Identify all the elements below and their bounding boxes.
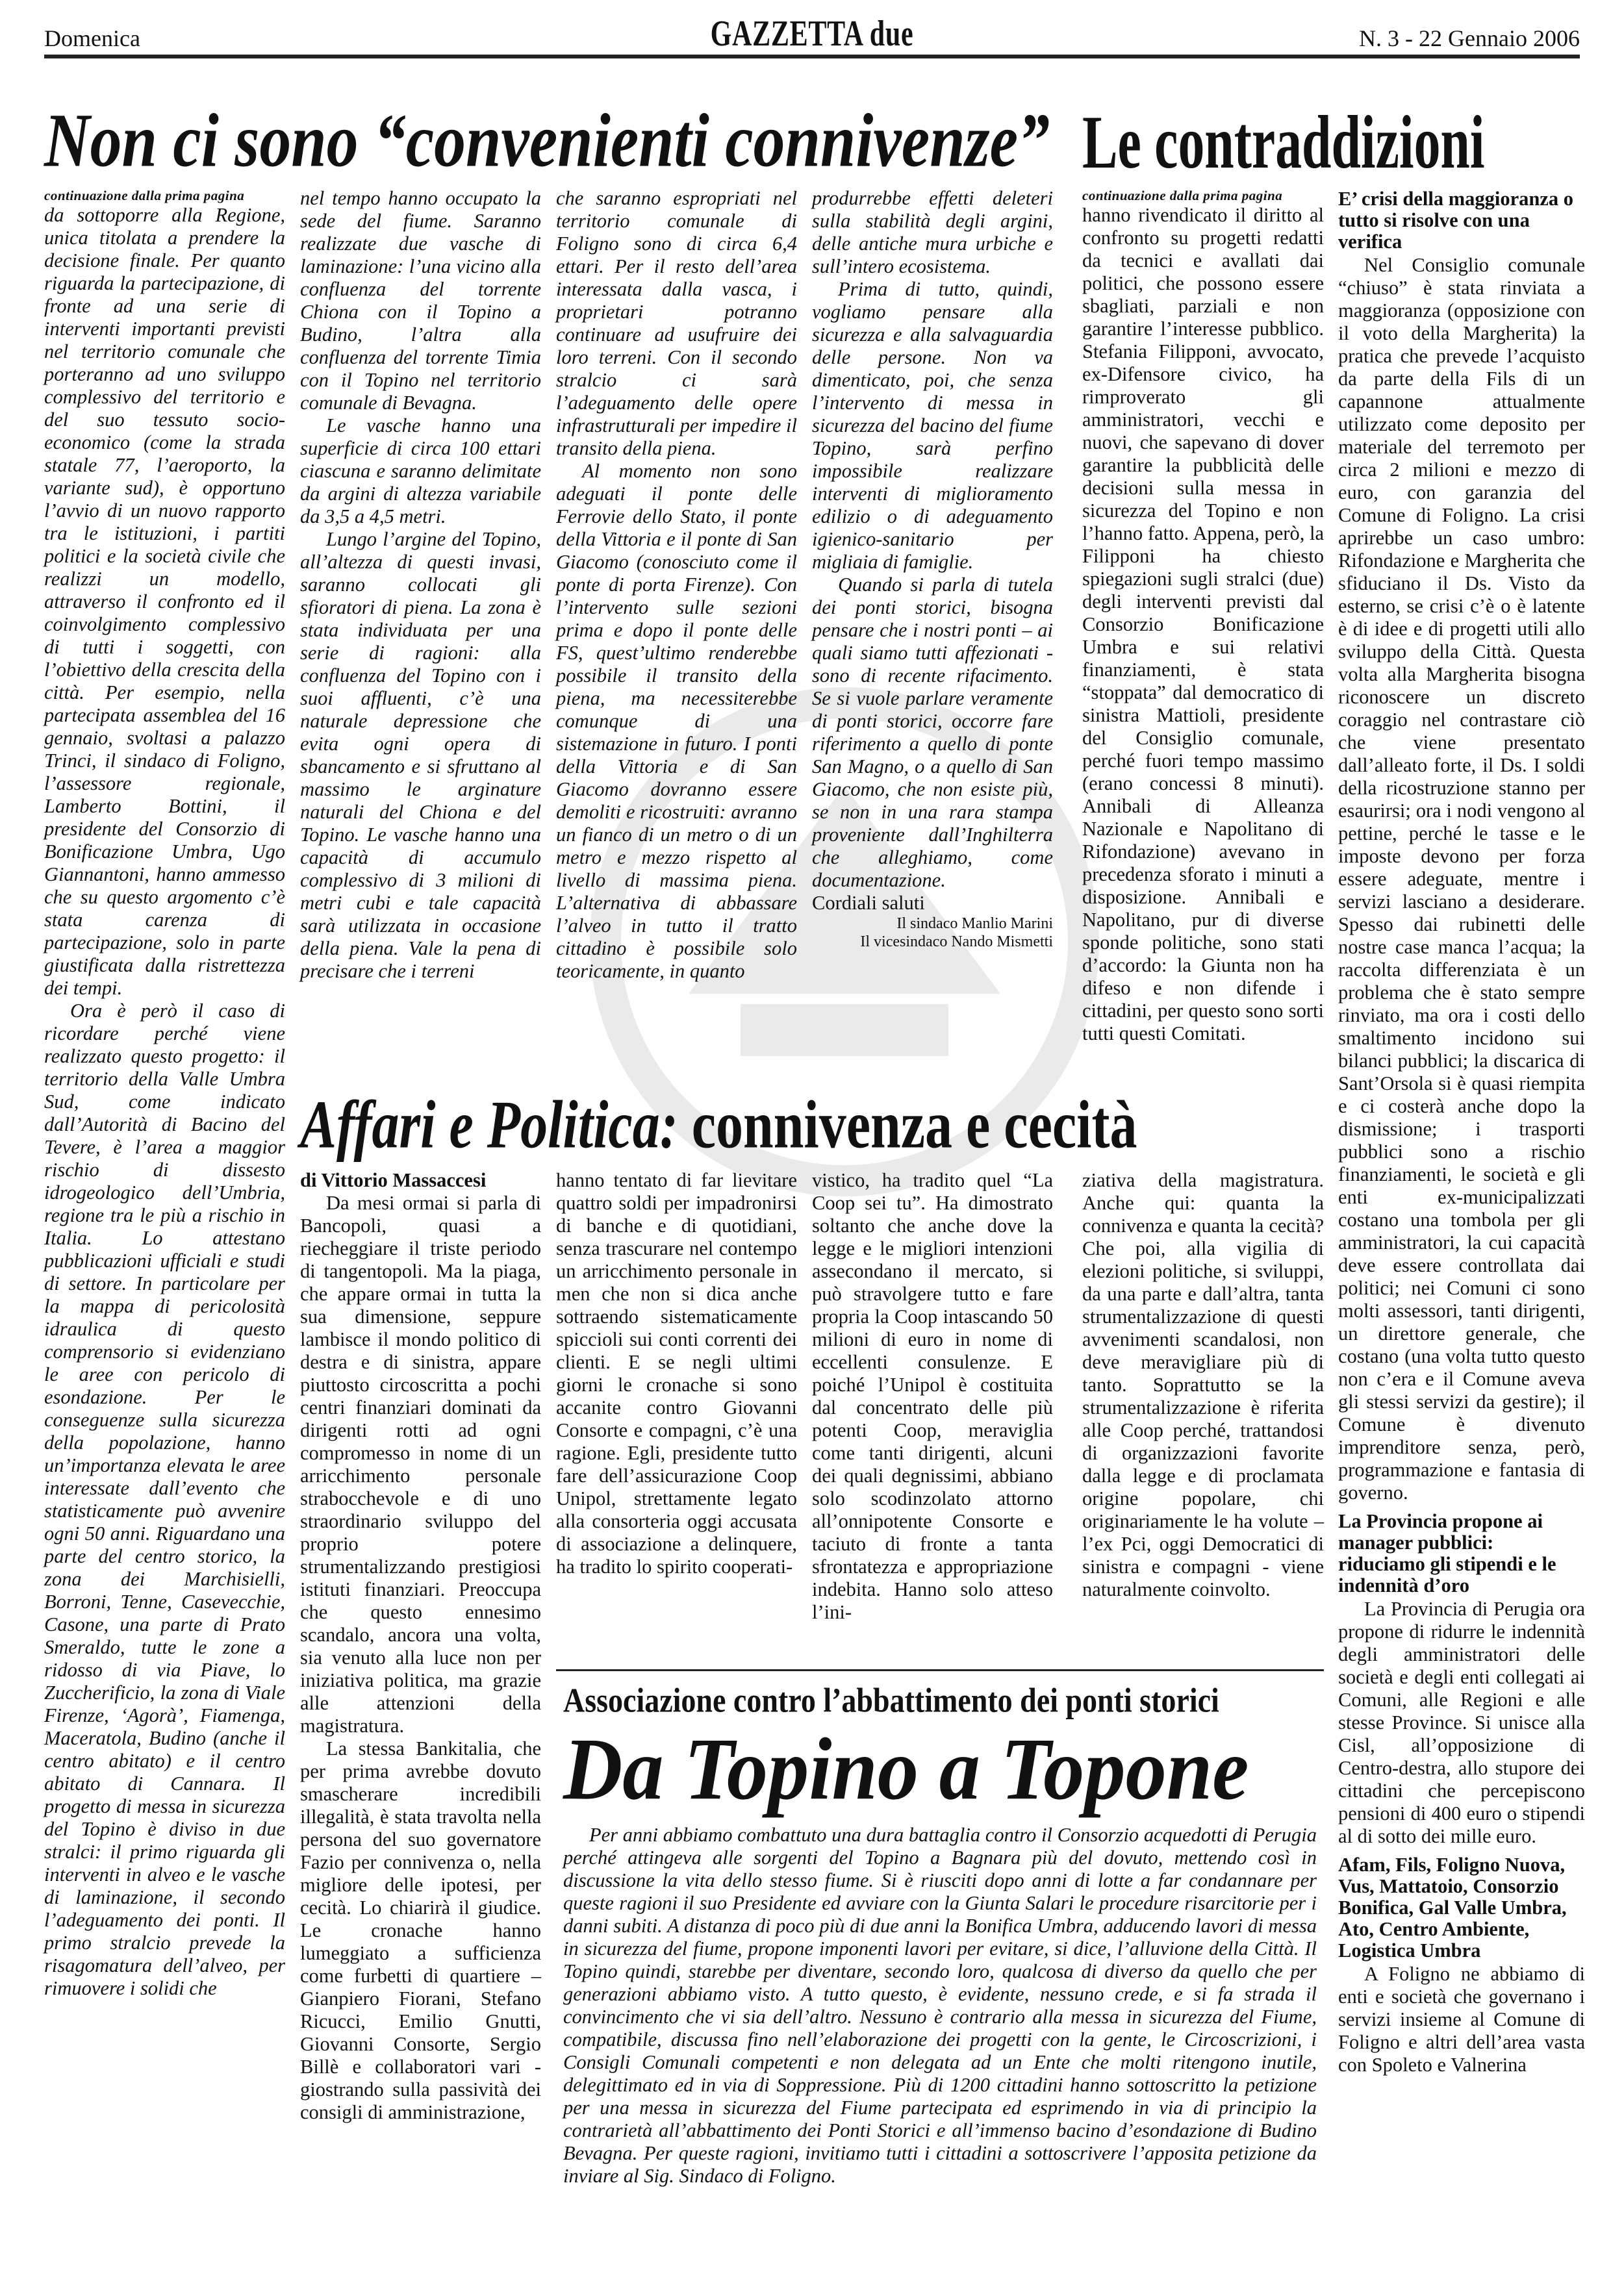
- paragraph: Da mesi ormai si parla di Bancopoli, quasi a riecheggiare il triste periodo di tangentopoli. Ma la piaga, che appare ormai in tutta la sua dimensione, seppure lambisce il mondo politico di destra e di sinistra, appare piuttosto circoscritta a pochi centri finanziari dominati da dirigenti rotti ad ogni compromesso in nome di un arricchimento personale strabocchevole e di uno straordinario sviluppo del proprio potere strumentalizzando prestigiosi istituti finanziari. Preoccupa che questo ennesimo scandalo, ancora una volta, sia venuto alla luce non per iniziativa politica, ma grazie alle attenzioni della magistratura.: [300, 1192, 541, 1737]
- article4-kicker: Associazione contro l’abbattimento dei ponti storici: [563, 1681, 1219, 1720]
- article1-column-3: [556, 187, 797, 983]
- paragraph: vistico, ha tradito quel “La Coop sei tu”. Ha dimostrato soltanto che anche dove la legge e le migliori intenzioni assecondano il mercato, si può stravolgere tutto e fare propria la Coop intascando 50 milioni di euro in nome di eccellenti consulenze. E poiché l’Unipol è costituita dal concentrato delle più potenti Coop, meraviglia come tanti dirigenti, alcuni dei quali degnissimi, abbiano solo scodinzolato attorno all’onnipotente Consorte e taciuto di fronte a tanta sfrontatezza e appropriazione indebita. Hanno solo atteso l’ini-: [812, 1169, 1053, 1623]
- article3-column-1: [300, 1169, 541, 2124]
- article3-column-2: [556, 1169, 797, 1578]
- masthead-title: GAZZETTA due: [710, 14, 914, 54]
- headline-roman-part: connivenza e cecità: [691, 1087, 1137, 1163]
- signature-deputy-mayor: Il vicesindaco Nando Mismetti: [860, 933, 1053, 950]
- paragraph: Quando si parla di tutela dei ponti storici, bisogna pensare che i nostri ponti – ai quali siamo tutti affezionati - sono di recente rifacimento. Se si vuole parlare veramente di ponti storici, occorre fare riferimento a quello di ponte San Magno, o a quello di San Giacomo, che non esiste più, se non in una rara stampa proveniente dall’Inghilterra che alleghiamo, come documentazione.: [812, 574, 1053, 891]
- paragraph: A Foligno ne abbiamo di enti e società che governano i servizi insieme al Comune di Foligno e altri dell’area vasta con Spoleto e Valnerina: [1338, 1963, 1585, 2076]
- sidebar-heading: La Provincia propone ai manager pubblici: riduciamo gli stipendi e le indennità d’oro: [1338, 1510, 1556, 1596]
- article4-headline: Da Topino a Topone: [563, 1720, 1249, 1818]
- paragraph: Nel Consiglio comunale “chiuso” è stata rinviata a maggioranza (opposizione con il voto della Margherita) la pratica che prevede l’acquisto da parte della Fils di un capannone attualmente utilizzato come deposito per materiale del terremoto per circa 2 milioni e mezzo di euro, con garanzia del Comune di Foligno. La crisi aprirebbe un caso umbro: Rifondazione e Margherita che sfiduciano il Ds. Visto da esterno, se crisi c’è o è latente è di idee e di progetti utili allo sviluppo della Città. Questa volta alla Margherita bisogna riconoscere un discreto coraggio nel contrastare ciò che viene presentato dall’alleato forte, il Ds. I soldi della ricostruzione stanno per esaurirsi; ora i nodi vengono al pettine, perché le tasse e le imposte devono per forza essere adeguate, mentre i servizi lasciano a desiderare. Spesso dai rubinetti delle nostre case manca l’acqua; la raccolta differenziata è un problema che è stato sempre rinviato, ma ora i costi dello smaltimento incidono sui bilanci pubblici; la discarica di Sant’Orsola si è quasi riempita e ci costerà anche dopo la dismissione; i trasporti pubblici sono a rischio finanziamenti, le società e gli enti ex-municipalizzati costano una tombola per gli amministratori, la cui capacità deve essere controllata dai politici; nei Comuni ci sono molti assessori, tanti dirigenti, un direttore generale, che costano (una volta tutto questo non c’era e il Comune aveva gli stessi servizi da gestire); il Comune è divenuto imprenditore senza, però, programmazione e fantasia di governo.: [1338, 254, 1585, 1504]
- paragraph: hanno rivendicato il diritto al confronto su progetti redatti da tecnici e avallati dai politici, che possono essere sbagliati, parziali e non garantire l’interesse pubblico. Stefania Filipponi, avvocato, ex-Difensore civico, ha rimproverato gli amministratori, vecchi e nuovi, che sapevano di dover garantire la pubblicità delle decisioni sulla messa in sicurezza del Topino e non l’hanno fatto. Appena, però, la Filipponi ha chiesto spiegazioni sugli stralci (due) degli interventi previsti dal Consorzio Bonificazione Umbra e sui relativi finanziamenti, è stata “stoppata” dal democratico di sinistra Mattioli, presidente del Consiglio comunale, perché fuori tempo massimo (erano concessi 8 minuti). Annibali di Alleanza Nazionale e Napolitano di Rifondazione) avevano in precedenza sforato i minuti a disposizione. Annibali e Napolitano, pur di diverse sponde politiche, sono stati d’accordo: la Giunta non ha difeso e non difende i cittadini, per questo sono sorti tutti questi Comitati.: [1082, 204, 1324, 1044]
- article3-column-4: [1082, 1169, 1324, 1601]
- headline-italic-part: Affari e Politica:: [300, 1087, 678, 1163]
- masthead-issue: N. 3 - 22 Gennaio 2006: [1359, 25, 1580, 51]
- paragraph: produrrebbe effetti deleteri sulla stabilità degli argini, delle antiche mura urbiche e sull’intero ecosistema.: [812, 187, 1053, 277]
- article1-headline: Non ci sono “convenienti connivenze”: [44, 98, 1050, 183]
- paragraph: La stessa Bankitalia, che per prima avrebbe dovuto smascherare incredibili illegalità, è stata travolta nella persona del suo governatore Fazio per connivenza o, nella migliore delle ipotesi, per cecità. Lo chiarirà il giudice. Le cronache hanno lumeggiato a sufficienza come furbetti di quartiere – Gianpiero Fiorani, Stefano Ricucci, Emilio Gnutti, Giovanni Consorte, Sergio Billè e collaboratori vari - giostrando sulla passività dei consigli di amministrazione,: [300, 1737, 541, 2123]
- article3-headline: [300, 1087, 1137, 1163]
- sidebar-column: [1338, 187, 1585, 2076]
- paragraph: ziativa della magistratura. Anche qui: quanta la connivenza e quanta la cecità? Che poi, alla vigilia di elezioni politiche, si sviluppi, da una parte e dall’altra, tanta strumentalizzazione di questi avvenimenti scandalosi, non deve meravigliare più di tanto. Soprattutto se la strumentalizzazione è riferita alle Coop perché, trattandosi di organizzazioni favorite dalla legge e di proclamata origine popolare, chi originariamente le ha volute – l’ex Pci, oggi Democratici di sinistra e compagni - viene naturalmente coinvolto.: [1082, 1169, 1324, 1600]
- paragraph: Ora è però il caso di ricordare perché viene realizzato questo progetto: il territorio della Valle Umbra Sud, come indicato dall’Autorità di Bacino del Tevere, è l’area a maggior rischio di dissesto idrogeologico dell’Umbria, regione tra le più a rischio in Italia. Lo attestano pubblicazioni ufficiali e studi di settore. In particolare per la mappa di pericolosità idraulica di questo comprensorio si evidenziano le aree con pericolo di esondazione. Per le conseguenze sulla sicurezza della popolazione, hanno un’importanza elevata le aree interessate dall’evento che statisticamente può avvenire ogni 50 anni. Riguardano una parte del centro storico, la zona dei Marchisielli, Borroni, Tenne, Casevecchie, Casone, una parte di Prato Smeraldo, tutte le zone a ridosso di via Piave, lo Zuccherificio, la zona di Viale Firenze, ‘Agorà’, Fiamenga, Maceratola, Budino (anche il centro abitato) e il centro abitato di Cannara. Il progetto di messa in sicurezza del Topino è diviso in due stralci: il primo riguarda gli interventi in alveo e le vasche di laminazione, il secondo l’adeguamento dei ponti. Il primo stralcio prevede la risagomatura dell’alveo, per rimuovere i solidi che: [44, 1000, 285, 1999]
- article2-column: [1082, 187, 1324, 1045]
- byline: di Vittorio Massaccesi: [300, 1169, 487, 1191]
- sidebar-heading: E’ crisi della maggioranza o tutto si risolve con una verifica: [1338, 188, 1573, 253]
- article1-column-1: [44, 187, 285, 2000]
- article1-column-2: [300, 187, 541, 983]
- paragraph: Al momento non sono adeguati il ponte delle Ferrovie dello Stato, il ponte della Vittoria e il ponte di San Giacomo (conosciuto come il ponte di porta Firenze). Con l’intervento sulle sezioni prima e dopo il ponte delle FS, quest’ultimo renderebbe possibile il transito della piena, ma necessiterebbe comunque di una sistemazione in futuro. I ponti della Vittoria e di San Giacomo dovranno essere demoliti e ricostruiti: avranno un fianco di un metro o di un metro e mezzo rispetto al livello di massima piena. L’alternativa di abbassare l’alveo in tutto il tratto cittadino è possibile solo teoricamente, in quanto: [556, 460, 797, 982]
- closing: Cordiali saluti: [812, 892, 925, 914]
- continuation-label: continuazione dalla prima pagina: [1082, 188, 1283, 203]
- continuation-label: continuazione dalla prima pagina: [44, 188, 245, 203]
- masthead-day: Domenica: [44, 25, 140, 51]
- signature-mayor: Il sindaco Manlio Marini: [896, 915, 1053, 932]
- article2-headline: Le contraddizioni: [1082, 99, 1485, 184]
- paragraph: hanno tentato di far lievitare quattro soldi per impadronirsi di banche e di quotidiani, senza trascurare nel contempo un arricchimento personale in men che non si dica anche sottraendo sistematicamente spiccioli sui conti correnti dei clienti. E se negli ultimi giorni le cronache si sono accanite contro Giovanni Consorte e compagni, c’è una ragione. Egli, presidente tutto fare dell’assicurazione Coop Unipol, strettamente legato alla consorteria oggi accusata di associazione a delinquere, ha tradito lo spirito cooperati-: [556, 1169, 797, 1578]
- paragraph: Lungo l’argine del Topino, all’altezza di questi invasi, saranno collocati gli sfioratori di piena. La zona è stata individuata per una serie di ragioni: alla confluenza del Topino con i suoi affluenti, c’è una naturale depressione che evita ogni opera di sbancamento e si sfruttano al massimo le arginature naturali del Chiona e del Topino. Le vasche hanno una capacità di accumulo complessivo di 3 milioni di metri cubi e tale capacità sarà utilizzata in occasione della piena. Vale la pena di precisare che i terreni: [300, 528, 541, 982]
- paragraph: Le vasche hanno una superficie di circa 100 ettari ciascuna e saranno delimitate da argini di altezza variabile da 3,5 a 4,5 metri.: [300, 414, 541, 527]
- article4-body: [563, 1824, 1317, 2188]
- paragraph: Prima di tutto, quindi, vogliamo pensare alla sicurezza e alla salvaguardia delle persone. Non va dimenticato, poi, che senza l’intervento di messa in sicurezza del bacino del fiume Topino, sarà perfino impossibile realizzare interventi di miglioramento edilizio o di adeguamento igienico-sanitario per migliaia di famiglie.: [812, 278, 1053, 573]
- paragraph: da sottoporre alla Regione, unica titolata a prendere la decisione finale. Per quanto riguarda la partecipazione, di fronte ad una serie di interventi importanti previsti nel territorio comunale che porteranno ad uno sviluppo complessivo del territorio e del suo tessuto socio-economico (come la strada statale 77, l’aeroporto, la variante sud), è opportuno l’avvio di un nuovo rapporto tra le istituzioni, i partiti politici e la società civile che realizzi un modello, attraverso il confronto ed il coinvolgimento complessivo di tutti i soggetti, con l’obiettivo della crescita della città. Per esempio, nella partecipata assemblea del 16 gennaio, svoltasi a palazzo Trinci, il sindaco di Foligno, l’assessore regionale, Lamberto Bottini, il presidente del Consorzio di Bonificazione Umbra, Ugo Giannantoni, hanno ammesso che su questo argomento c’è stata carenza di partecipazione, solo in parte giustificata dalla ristrettezza dei tempi.: [44, 204, 285, 999]
- article1-column-4: [812, 187, 1053, 951]
- paragraph: nel tempo hanno occupato la sede del fiume. Saranno realizzate due vasche di laminazione: l’una vicino alla confluenza del torrente Chiona con il Topino a Budino, l’altra alla confluenza del torrente Timia con il Topino nel territorio comunale di Bevagna.: [300, 187, 541, 414]
- paragraph: La Provincia di Perugia ora propone di ridurre le indennità degli amministratori delle società e degli enti collegati ai Comuni, alle Regioni e alle stesse Province. Si unisce alla Cisl, all’opposizione di Centro-destra, allo stupore dei cittadini che percepiscono pensioni di 400 euro o stipendi al di sotto dei mille euro.: [1338, 1598, 1585, 1847]
- article3-column-3: [812, 1169, 1053, 1624]
- paragraph: Per anni abbiamo combattuto una dura battaglia contro il Consorzio acquedotti di Perugia perché attingeva alle sorgenti del Topino a Bagnara più del dovuto, mettendo così in discussione la vita dello stesso fiume. Si è riusciti dopo anni di lotte a far condannare per queste ragioni il suo Presidente ed avviare con la Giunta Salari le procedure risarcitorie per i danni subiti. A distanza di poco più di due anni la Bonifica Umbra, adducendo lavori di messa in sicurezza del fiume, propone imponenti lavori per evitare, si dice, l’alluvione della Città. Il Topino quindi, starebbe per diventare, secondo loro, qualcosa di diverso da quello che per generazioni abbiamo visto. A tutto questo, è evidente, nessuno crede, e si fa strada il convincimento che vi sia dell’altro. Nessuno è contrario alla messa in sicurezza del Fiume, compatibile, discussa fino nell’elaborazione dei progetti con la gente, le Circoscrizioni, i Consigli Comunali competenti e non delegata ad un Ente che molti ritengono inutile, delegittimato ed in via di Soppressione. Più di 1200 cittadini hanno sottoscritto la petizione per una messa in sicurezza del Fiume partecipata ed esprimendo in via di principio la contrarietà all’abbattimento dei Ponti Storici e all’immenso bacino d’esondazione di Budino Bevagna. Per queste ragioni, invitiamo tutti i cittadini a sottoscrivere l’apposita petizione da inviare al Sig. Sindaco di Foligno.: [563, 1824, 1317, 2187]
- sidebar-heading: Afam, Fils, Foligno Nuova, Vus, Mattatoio, Consorzio Bonifica, Gal Valle Umbra, Ato, Centro Ambiente, Logistica Umbra: [1338, 1854, 1567, 1962]
- paragraph: che saranno espropriati nel territorio comunale di Foligno sono di circa 6,4 ettari. Per il resto dell’area interessata dalla vasca, i proprietari potranno continuare ad usufruire dei loro terreni. Con il secondo stralcio ci sarà l’adeguamento delle opere infrastrutturali per impedire il transito della piena.: [556, 187, 797, 459]
- section-divider: [556, 1669, 1324, 1671]
- masthead-rule: [44, 55, 1580, 58]
